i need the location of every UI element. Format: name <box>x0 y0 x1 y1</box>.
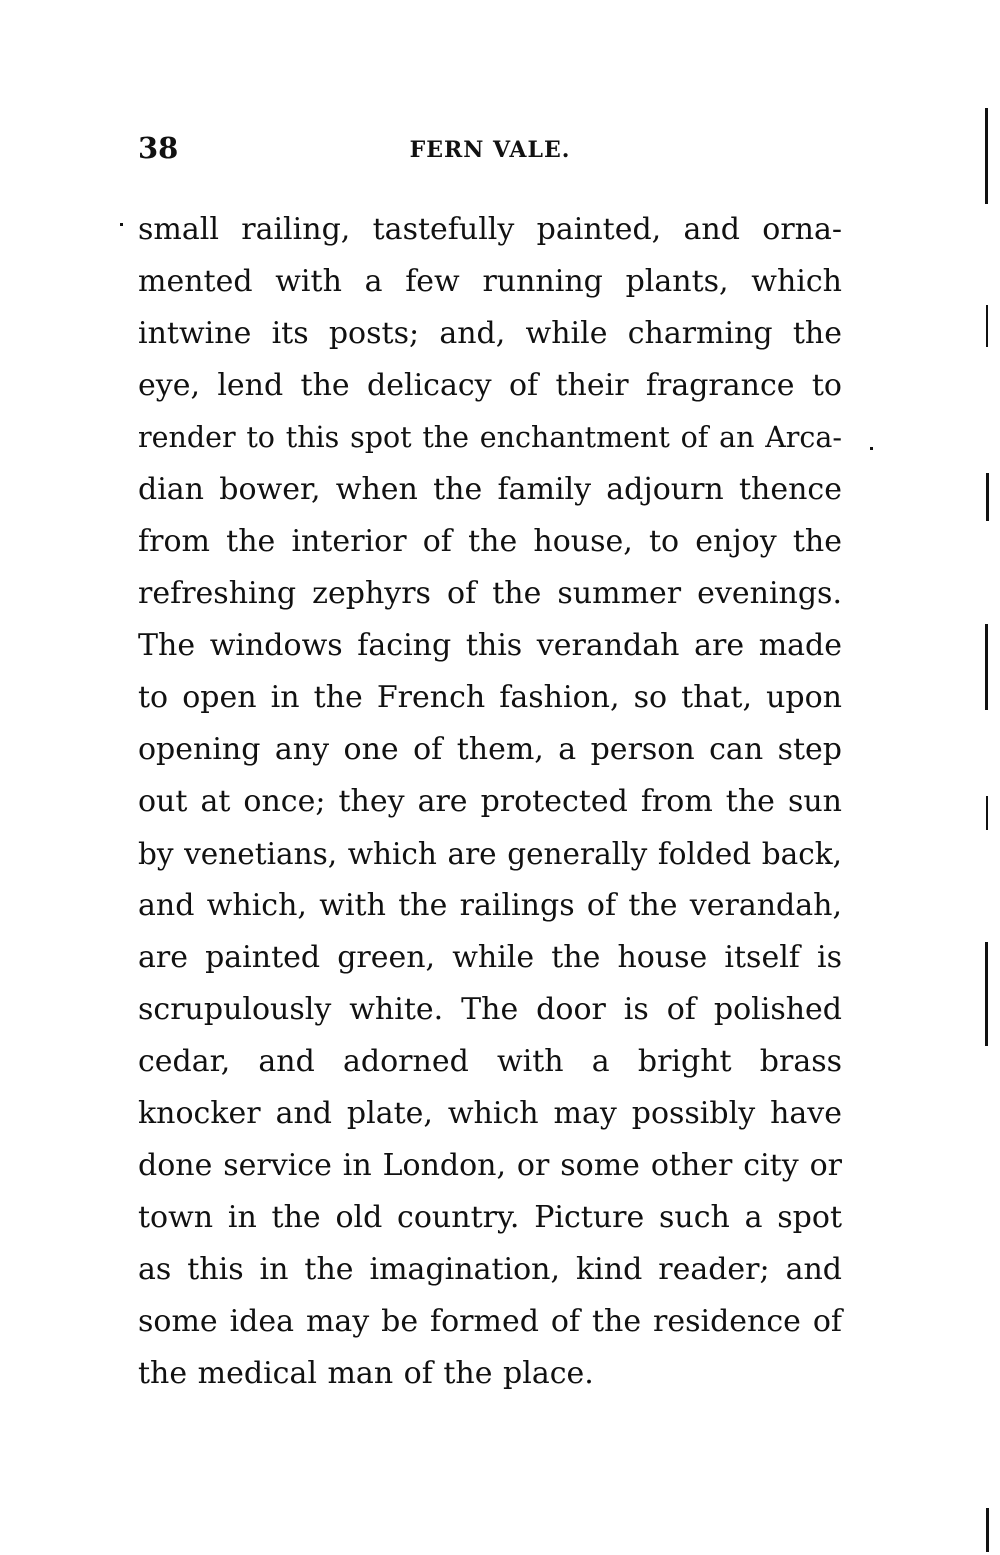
text-line: out at once; they are protected from the sun <box>138 784 842 819</box>
scan-edge-mark <box>986 305 988 347</box>
text-line: the medical man of the place. <box>138 1356 594 1391</box>
scan-edge-mark <box>986 796 988 830</box>
text-line: and which, with the railings of the verandah, <box>138 888 842 923</box>
text-line: as this in the imagination, kind reader; and <box>138 1252 842 1287</box>
text-line: intwine its posts; and, while charming the <box>138 316 842 351</box>
text-line: dian bower, when the family adjourn thence <box>138 472 842 507</box>
text-line: cedar, and adorned with a bright brass <box>138 1044 842 1079</box>
text-line: The windows facing this verandah are made <box>138 628 842 663</box>
text-line: done service in London, or some other city or <box>138 1148 842 1183</box>
text-line: are painted green, while the house itself is <box>138 940 842 975</box>
scan-edge-mark <box>985 624 988 710</box>
text-line: opening any one of them, a person can step <box>138 732 842 767</box>
text-line: scrupulously white. The door is of polished <box>138 992 842 1027</box>
text-line: from the interior of the house, to enjoy the <box>138 524 842 559</box>
running-title: FERN VALE. <box>409 137 571 163</box>
scan-speck <box>120 223 123 226</box>
scan-edge-mark <box>985 108 988 204</box>
text-line: some idea may be formed of the residence of <box>138 1304 842 1339</box>
page-number: 38 <box>138 131 179 165</box>
text-line: small railing, tastefully painted, and orna- <box>138 212 842 247</box>
text-line: eye, lend the delicacy of their fragrance to <box>138 368 842 403</box>
body-text <box>138 204 842 1400</box>
text-line: town in the old country. Picture such a spot <box>138 1200 842 1235</box>
scan-speck <box>870 447 873 450</box>
text-line: by venetians, which are generally folded back, <box>138 837 842 871</box>
text-line: refreshing zephyrs of the summer evenings. <box>138 576 842 611</box>
text-line: render to this spot the enchantment of an Arca- <box>138 421 842 454</box>
scan-edge-mark <box>986 1508 989 1552</box>
text-line: to open in the French fashion, so that, upon <box>138 680 842 715</box>
page-header <box>138 128 842 168</box>
text-line: mented with a few running plants, which <box>138 264 842 299</box>
scan-edge-mark <box>986 473 989 521</box>
scan-edge-mark <box>985 942 988 1046</box>
text-line: knocker and plate, which may possibly have <box>138 1096 842 1131</box>
